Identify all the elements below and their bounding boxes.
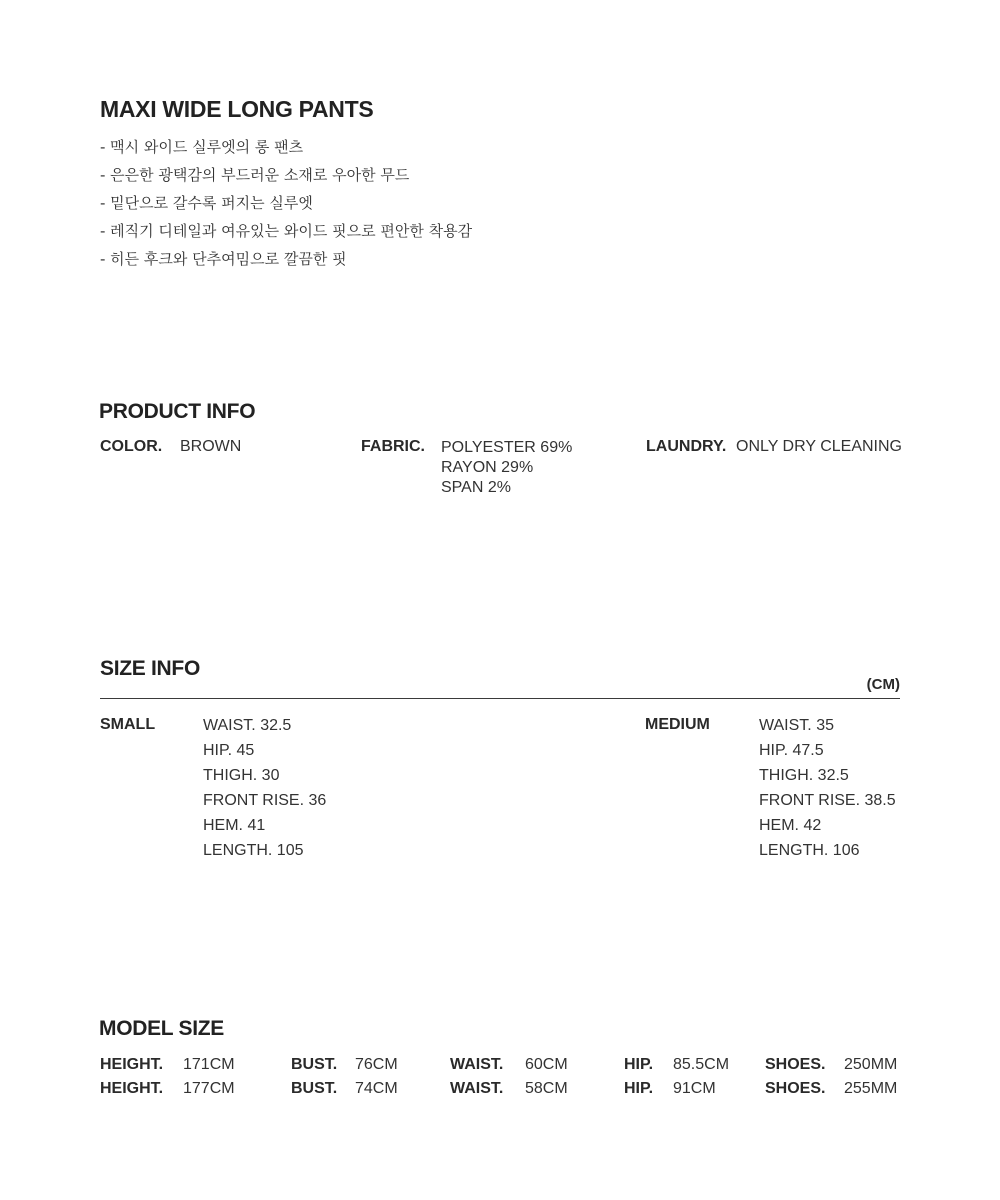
fabric-value: POLYESTER 69%: [441, 439, 573, 456]
size-measurement: FRONT RISE. 38.5: [759, 792, 896, 809]
size-info-heading: SIZE INFO: [100, 657, 200, 680]
model-bust-value: 76CM: [355, 1056, 398, 1073]
color-value: BROWN: [180, 438, 242, 455]
fabric-value: SPAN 2%: [441, 479, 511, 496]
size-name-medium: MEDIUM: [645, 716, 710, 733]
model-shoes-value: 250MM: [844, 1056, 898, 1073]
size-measurement: THIGH. 30: [203, 767, 280, 784]
feature-item: - 은은한 광택감의 부드러운 소재로 우아한 무드: [100, 166, 410, 184]
model-shoes-label: SHOES.: [765, 1080, 826, 1097]
model-height-label: HEIGHT.: [100, 1080, 164, 1097]
feature-item: - 레직기 디테일과 여유있는 와이드 핏으로 편안한 착용감: [100, 222, 473, 240]
model-waist-label: WAIST.: [450, 1056, 504, 1073]
model-hip-value: 91CM: [673, 1080, 716, 1097]
laundry-value: ONLY DRY CLEANING: [736, 438, 902, 455]
model-hip-label: HIP.: [624, 1056, 654, 1073]
model-height-value: 171CM: [183, 1056, 235, 1073]
feature-item: - 밑단으로 갈수록 퍼지는 실루엣: [100, 194, 313, 212]
model-hip-value: 85.5CM: [673, 1056, 730, 1073]
size-measurement: HIP. 47.5: [759, 742, 824, 759]
size-measurement: WAIST. 35: [759, 717, 834, 734]
model-height-label: HEIGHT.: [100, 1056, 164, 1073]
size-name-small: SMALL: [100, 716, 156, 733]
fabric-values: [441, 438, 572, 498]
fabric-label: FABRIC.: [361, 438, 425, 455]
laundry-label: LAUNDRY.: [646, 438, 727, 455]
model-shoes-value: 255MM: [844, 1080, 898, 1097]
model-waist-label: WAIST.: [450, 1080, 504, 1097]
feature-item: - 히든 후크와 단추여밈으로 깔끔한 핏: [100, 250, 347, 268]
size-measurement: LENGTH. 106: [759, 842, 860, 859]
size-measurement: LENGTH. 105: [203, 842, 304, 859]
model-bust-label: BUST.: [291, 1056, 338, 1073]
model-bust-label: BUST.: [291, 1080, 338, 1097]
size-measurements-medium: [759, 713, 896, 863]
feature-list: [100, 136, 472, 276]
product-info-heading: PRODUCT INFO: [99, 400, 256, 423]
model-waist-value: 60CM: [525, 1056, 568, 1073]
model-bust-value: 74CM: [355, 1080, 398, 1097]
size-measurement: FRONT RISE. 36: [203, 792, 327, 809]
size-measurements-small: [203, 713, 326, 863]
color-label: COLOR.: [100, 438, 163, 455]
model-size-heading: MODEL SIZE: [99, 1017, 224, 1040]
model-shoes-label: SHOES.: [765, 1056, 826, 1073]
size-measurement: HEM. 42: [759, 817, 822, 834]
model-height-value: 177CM: [183, 1080, 235, 1097]
size-info-divider: [100, 698, 900, 699]
product-title: MAXI WIDE LONG PANTS: [100, 96, 374, 122]
size-unit-label: (CM): [866, 676, 900, 693]
size-measurement: HIP. 45: [203, 742, 255, 759]
size-measurement: HEM. 41: [203, 817, 266, 834]
size-measurement: THIGH. 32.5: [759, 767, 849, 784]
size-measurement: WAIST. 32.5: [203, 717, 292, 734]
model-waist-value: 58CM: [525, 1080, 568, 1097]
feature-item: - 맥시 와이드 실루엣의 롱 팬츠: [100, 138, 304, 156]
model-hip-label: HIP.: [624, 1080, 654, 1097]
fabric-value: RAYON 29%: [441, 459, 534, 476]
